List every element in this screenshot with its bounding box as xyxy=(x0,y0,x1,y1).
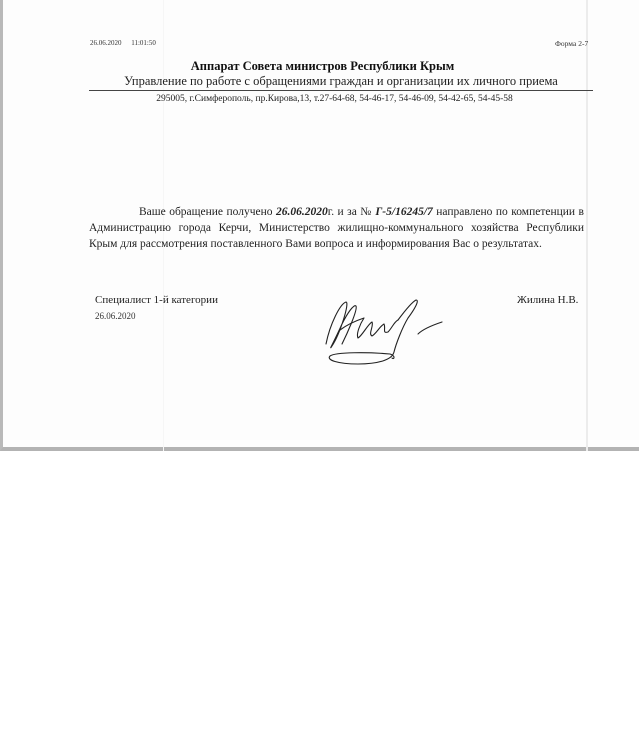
print-datetime: 26.06.2020 11:01:50 xyxy=(90,39,156,47)
form-number: Форма 2-7 xyxy=(555,39,589,48)
department-name: Управление по работе с обращениями граждан и организации их личного приема xyxy=(89,74,593,91)
signature-stroke xyxy=(418,322,442,334)
signature-stroke xyxy=(394,300,417,352)
organization-title: Аппарат Совета министров Республики Крым xyxy=(190,59,455,73)
signer-position: Специалист 1-й категории xyxy=(95,294,218,306)
body-text-part: г. и за № xyxy=(327,206,376,218)
notice-body xyxy=(89,204,584,252)
handwritten-signature xyxy=(318,294,448,369)
signature-stroke xyxy=(340,318,398,338)
body-text-part: Ваше обращение получено xyxy=(139,206,277,218)
signature-stroke xyxy=(329,352,394,364)
signature-stroke xyxy=(326,302,356,348)
signature-date: 26.06.2020 xyxy=(95,311,136,321)
organization-address: 295005, г.Симферополь, пр.Кирова,13, т.27-64-68, 54-46-17, 54-46-09, 54-42-65, 54-45-58 xyxy=(156,94,513,104)
body-text-part: направлено по компетенции в Администрацию города Керчи, Министерство жилищно-коммунального хозяйства Республики Крым для рассмотрения поставленного Вами вопроса и информирования Вас о результатах. xyxy=(89,206,584,250)
received-date: 26.06.2020 xyxy=(276,206,328,218)
signer-name: Жилина Н.В. xyxy=(517,294,579,306)
reference-number: Г-5/16245/7 xyxy=(375,206,433,218)
